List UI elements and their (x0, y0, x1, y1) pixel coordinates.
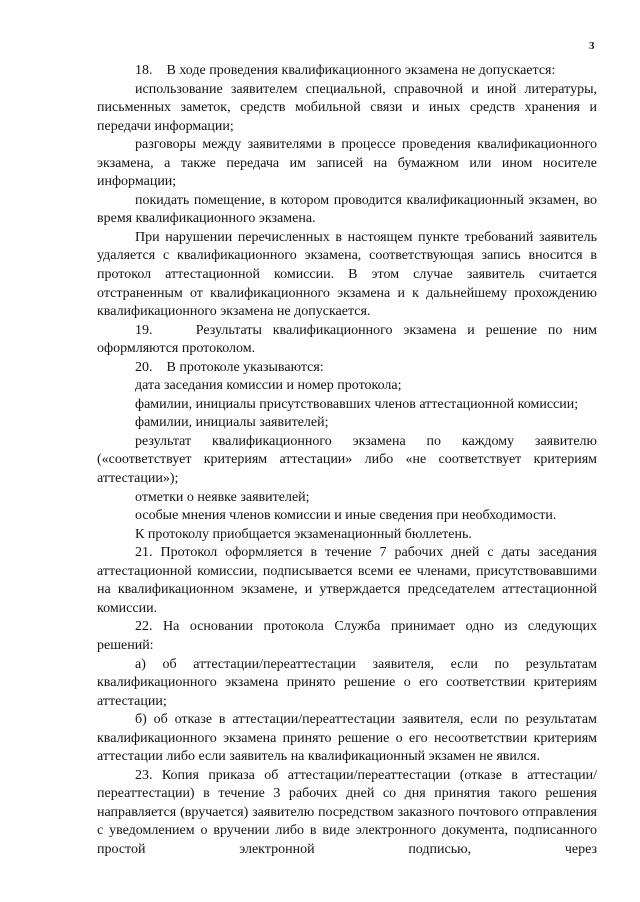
paragraph-21: 21. Протокол оформляется в течение 7 рабочих дней с даты заседания аттестационной комиссии, подписывается всеми ее членами, присутствовавшими на квалификационном экзамене, и утверждается председателем аттестационной комиссии. (97, 545, 597, 616)
paragraph-20-intro: 20. В протоколе указываются: (135, 359, 324, 375)
paragraph-violation: При нарушении перечисленных в настоящем пункте требований заявитель удаляется с квалификационного экзамена, соответствующая запись вносится в протокол аттестационной комиссии. В этом случае заявитель считается отстраненным от квалификационного экзамена и к дальнейшему прохождению квалификационного экзамена не допускается. (97, 229, 597, 320)
paragraph-18-intro: 18. В ходе проведения квалификационного экзамена не допускается: (135, 63, 556, 78)
paragraph-19: 19. Результаты квалификационного экзамена и решение по ним оформляются протоколом. (97, 322, 597, 357)
page-number: 3 (589, 40, 595, 52)
list-item-absence: отметки о неявке заявителей; (135, 489, 310, 505)
list-item-a: а) об аттестации/переаттестации заявителя, если по результатам квалификационного экзамена принято решение о его соответствии критериям аттестации; (97, 656, 597, 709)
list-item-members: фамилии, инициалы присутствовавших членов аттестационной комиссии; (135, 396, 579, 412)
paragraph-23: 23. Копия приказа об аттестации/переаттестации (отказе в аттестации/переаттестации) в течение 3 рабочих дней со дня принятия такого решения направляется (вручается) заявителю посредством заказного почтового отправления с уведомлением о вручении либо в виде электронного документа, подписанного простой электронной подписью, через (97, 767, 597, 857)
list-item-applicants: фамилии, инициалы заявителей; (135, 415, 329, 431)
list-item-conversations: разговоры между заявителями в процессе проведения квалификационного экзамена, а также передача им записей на бумажном или ином носителе информации; (97, 137, 597, 190)
list-item-leave-room: покидать помещение, в котором проводится квалификационный экзамен, во время квалификационного экзамена. (97, 192, 597, 227)
paragraph-22-intro: 22. На основании протокола Служба принимает одно из следующих решений: (97, 619, 597, 653)
list-item-result: результат квалификационного экзамена по каждому заявителю («соответствует критериям аттестации» либо «не соответствует критериям аттестации»); (97, 433, 597, 487)
document-body (97, 62, 597, 860)
list-item-special-opinions: особые мнения членов комиссии и иные сведения при необходимости. (135, 508, 557, 524)
paragraph-bulletin: К протоколу приобщается экзаменационный бюллетень. (135, 526, 472, 542)
list-item-b: б) об отказе в аттестации/переаттестации заявителя, если по результатам квалификационного экзамена принято решение о его несоответствии критериям аттестации либо если заявитель на квалификационный экзамен не явился. (97, 712, 597, 765)
list-item-date-number: дата заседания комиссии и номер протокола; (135, 378, 402, 394)
list-item-literature: использование заявителем специальной, справочной и иной литературы, письменных заметок, средств мобильной связи и иных средств хранения и передачи информации; (97, 81, 597, 134)
